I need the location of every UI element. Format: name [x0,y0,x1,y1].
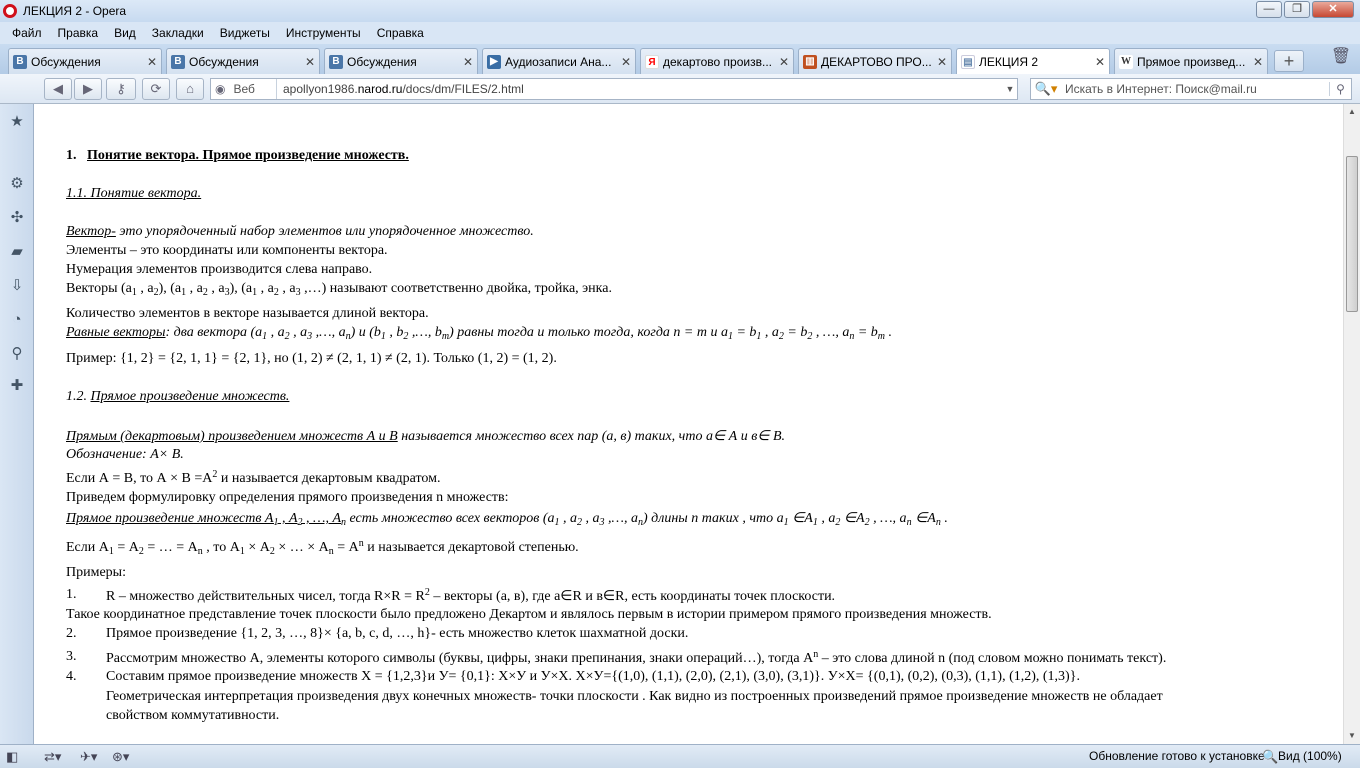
equal-vectors: Равные векторы: два вектора ($a_1$ , $a_2$ , $a_3$ ,…, $a_n$) и ($b_1$ , $b_2$ ,…, $b_m$) равны тогда и только тогда, когда n = m и $a_1 = b_1$ , $a_2 = b_2$ , …, $a_n = b_m$ . [66,325,893,342]
menu-view[interactable]: Вид [114,26,136,40]
example-2: Прямое произведение {1, 2, 3, …, 8}× {a, b, c, d, …, h}- есть множество клеток шахматной доски. [106,626,689,641]
downloads-icon[interactable]: ⇩ [10,277,24,294]
section-1-2 [66,389,289,405]
example-1-note: Такое координатное представление точек плоскости было предложено Декартом и являлось первым в истории примером прямого произведения множеств. [66,607,992,622]
notation-text: Обозначение: А× В. [66,447,184,462]
heading-1 [66,148,409,164]
numbering-text: Нумерация элементов производится слева направо. [66,262,373,277]
tab[interactable] [324,48,478,74]
example-4-line3: свойством коммутативности. [106,708,280,723]
vk-icon: В [13,55,27,69]
menu-widgets[interactable]: Виджеты [219,26,270,40]
minimize-button[interactable]: — [1256,1,1282,18]
globe-icon: ◉ [215,82,226,96]
tab-bar [0,44,1360,74]
search-input[interactable]: Искать в Интернет: Поиск@mail.ru [1065,82,1257,96]
notes-icon[interactable]: ▰ [11,243,23,260]
web-badge[interactable] [211,79,277,99]
example-4-num: 4. [66,669,77,684]
tab-label: Обсуждения [189,54,259,69]
wikipedia-icon: W [1121,55,1131,67]
example-2-num: 2. [66,626,77,641]
vector-def: это упорядоченный набор элементов или упорядоченное множество. [115,224,534,239]
widgets-icon[interactable]: ⚙ [10,175,24,192]
address-bar[interactable] [210,78,1018,100]
reload-button[interactable]: ⟳ [142,78,170,100]
vertical-scrollbar[interactable] [1343,104,1360,744]
tab-label: декартово произв... [663,54,772,69]
example-3: Рассмотрим множество А, элементы которого символы (буквы, цифры, знаки препинания, знаки операций…), тогда $А^n$ – это слова длиной n (под словом можно понимать текст). [106,649,1167,666]
square-text: Если А = В, то $А \times В =А^2$ и называется декартовым квадратом. [66,469,441,486]
tab-active[interactable] [956,48,1110,74]
vk-icon: В [329,55,343,69]
turbo-icon[interactable]: ✈▾ [80,749,98,764]
url-prefix: apollyon1986. [283,82,358,96]
trash-icon[interactable]: 🗑 [1330,48,1352,65]
example-4-line2: Геометрическая интерпретация произведения двух конечных множеств- точки плоскости . Как видно из построенных произведений прямое произведение множеств не обладает [106,689,1163,704]
home-button[interactable]: ⌂ [176,78,204,100]
tab-label: Прямое произвед... [1137,54,1246,69]
section-title: Прямое произведение множеств. [90,389,290,404]
tab-label: Аудиозаписи Ана... [505,54,612,69]
tab[interactable] [8,48,162,74]
unite-status-icon[interactable]: ⊛▾ [112,749,130,764]
menu-tools[interactable]: Инструменты [285,26,361,40]
title-bar [0,0,1360,22]
tab-close-icon[interactable]: ✕ [462,55,473,69]
tab[interactable] [798,48,952,74]
yandex-icon: Я [645,55,659,69]
search-engine-icon[interactable]: 🔍▾ [1034,81,1058,96]
search-icon[interactable]: ⚲ [1329,82,1351,96]
elements-text: Элементы – это координаты или компоненты вектора. [66,243,388,258]
zoom-level[interactable]: Вид (100%) [1278,749,1342,763]
add-panel-icon[interactable]: ✚ [10,377,24,394]
window-title: ЛЕКЦИЯ 2 - Opera [23,4,127,18]
heading-number: 1. [66,148,77,163]
back-button[interactable]: ◀ [44,78,72,100]
example-text: Пример: {1, 2} = {2, 1, 1} = {2, 1}, но (1, 2) ≠ (2, 1, 1) ≠ (2, 1). Только (1, 2) = (1, 2). [66,351,557,366]
search-box[interactable] [1030,78,1352,100]
tab-label: ДЕКАРТОВО ПРО... [821,54,932,69]
zoom-icon: 🔍 [1262,749,1279,764]
url-domain: narod.ru [357,82,403,96]
opera-logo-icon[interactable] [3,4,17,18]
example-1: R – множество действительных чисел, тогда $R\times R = R^2$ – векторы (a, в), где a∈R и в∈R, есть координаты точек плоскости. [106,587,836,604]
scroll-up-icon[interactable]: ▲ [1348,107,1356,116]
tab-close-icon[interactable]: ✕ [146,55,157,69]
status-bar [0,744,1360,768]
new-tab-button[interactable]: + [1274,50,1304,72]
play-icon: ▶ [487,55,501,69]
unite-icon[interactable]: ✣ [10,209,24,226]
search-panel-icon[interactable]: ⚲ [11,345,23,362]
vector-definition [66,224,534,240]
sync-icon[interactable]: ⇄▾ [44,749,62,764]
tab[interactable] [482,48,636,74]
page-icon: ▤ [961,55,975,69]
vector-term: Вектор- [66,224,116,239]
navigation-bar [0,74,1360,104]
web-label: Веб [233,82,255,96]
tab-close-icon[interactable]: ✕ [304,55,315,69]
section-number: 1.1. [66,186,87,201]
chevron-down-icon[interactable]: ▼ [1005,84,1015,94]
menu-file[interactable]: Файл [12,26,42,40]
menu-bookmarks[interactable]: Закладки [151,26,204,40]
tab-close-icon[interactable]: ✕ [1094,55,1105,69]
menu-bar [0,22,1360,44]
page-content [35,104,1343,744]
example-3-num: 3. [66,649,77,664]
tab-label: Обсуждения [31,54,101,69]
examples-label: Примеры: [66,565,126,580]
direct-product-def: Прямым (декартовым) произведением множеств А и В называется множество всех пар (а, в) таких, что а∈ А и в∈ В. [66,429,786,444]
key-icon[interactable]: ⚷ [106,78,136,100]
count-text: Количество элементов в векторе называется длиной вектора. [66,306,429,321]
section-1-1 [66,186,201,202]
scroll-down-icon[interactable]: ▼ [1348,731,1356,740]
n-product-def: Прямое произведение множеств $А_1$ , $А_2$ , …, $А_n$ есть множество всех векторов ($a_1$ , $a_2$ , $a_3$ ,…, $a_n$) длины n таких , что $a_1$ $\in А_1$ , $a_2$ $\in А_2$ , …, $a_n$ $\in А_n$ . [66,511,948,528]
chart-icon: ▥ [803,55,817,69]
side-panel [0,104,34,744]
menu-help[interactable]: Справка [376,26,424,40]
tab-close-icon[interactable]: ✕ [1252,55,1263,69]
panel-toggle-icon[interactable]: ◧ [6,749,19,764]
tab-close-icon[interactable]: ✕ [936,55,947,69]
maximize-button[interactable]: ❐ [1284,1,1310,18]
menu-edit[interactable]: Правка [57,26,99,40]
vectors-text: Векторы ($a_1$ , $a_2$), ($a_1$ , $a_2$ , $a_3$), ($a_1$ , $a_2$ , $a_3$ ,…) называют соответственно двойка, тройка, энка. [66,281,612,298]
forward-button[interactable]: ▶ [74,78,102,100]
bookmarks-icon[interactable]: ★ [10,113,24,130]
degree-text: Если $А_1 = А_2$ = … = $А_n$ , то $А_1 \times А_2$ × … × $А_n = А^n$ и называется декартовой степенью. [66,538,579,557]
url-text[interactable] [277,82,1003,96]
tab[interactable] [1114,48,1268,74]
tab[interactable] [166,48,320,74]
tab[interactable] [640,48,794,74]
example-4: Составим прямое произведение множеств Х = {1,2,3}и У= {0,1}: Х×У и У×Х. Х×У={(1,0), (1,1), (2,0), (2,1), (3,0), (3,1)}. У×Х= {(0,1), (0,2), (0,3), (1,1), (1,2), (1,3)}. [106,669,1080,684]
tab-close-icon[interactable]: ✕ [778,55,789,69]
url-path: /docs/dm/FILES/2.html [402,82,524,96]
tab-label: Обсуждения [347,54,417,69]
scrollbar-thumb[interactable] [1346,156,1358,312]
section-title: Понятие вектора. [90,186,202,201]
example-1-num: 1. [66,587,77,602]
section-number: 1.2. [66,389,87,404]
page-title: Понятие вектора. Прямое произведение множеств. [87,148,409,163]
tab-close-icon[interactable]: ✕ [620,55,631,69]
close-window-button[interactable]: ✕ [1312,1,1354,18]
vk-icon: В [171,55,185,69]
update-status[interactable]: Обновление готово к установке [1089,749,1265,763]
formulate-text: Приведем формулировку определения прямого произведения n множеств: [66,490,509,505]
tab-label: ЛЕКЦИЯ 2 [979,54,1039,69]
history-icon[interactable]: ◔ [12,311,22,328]
